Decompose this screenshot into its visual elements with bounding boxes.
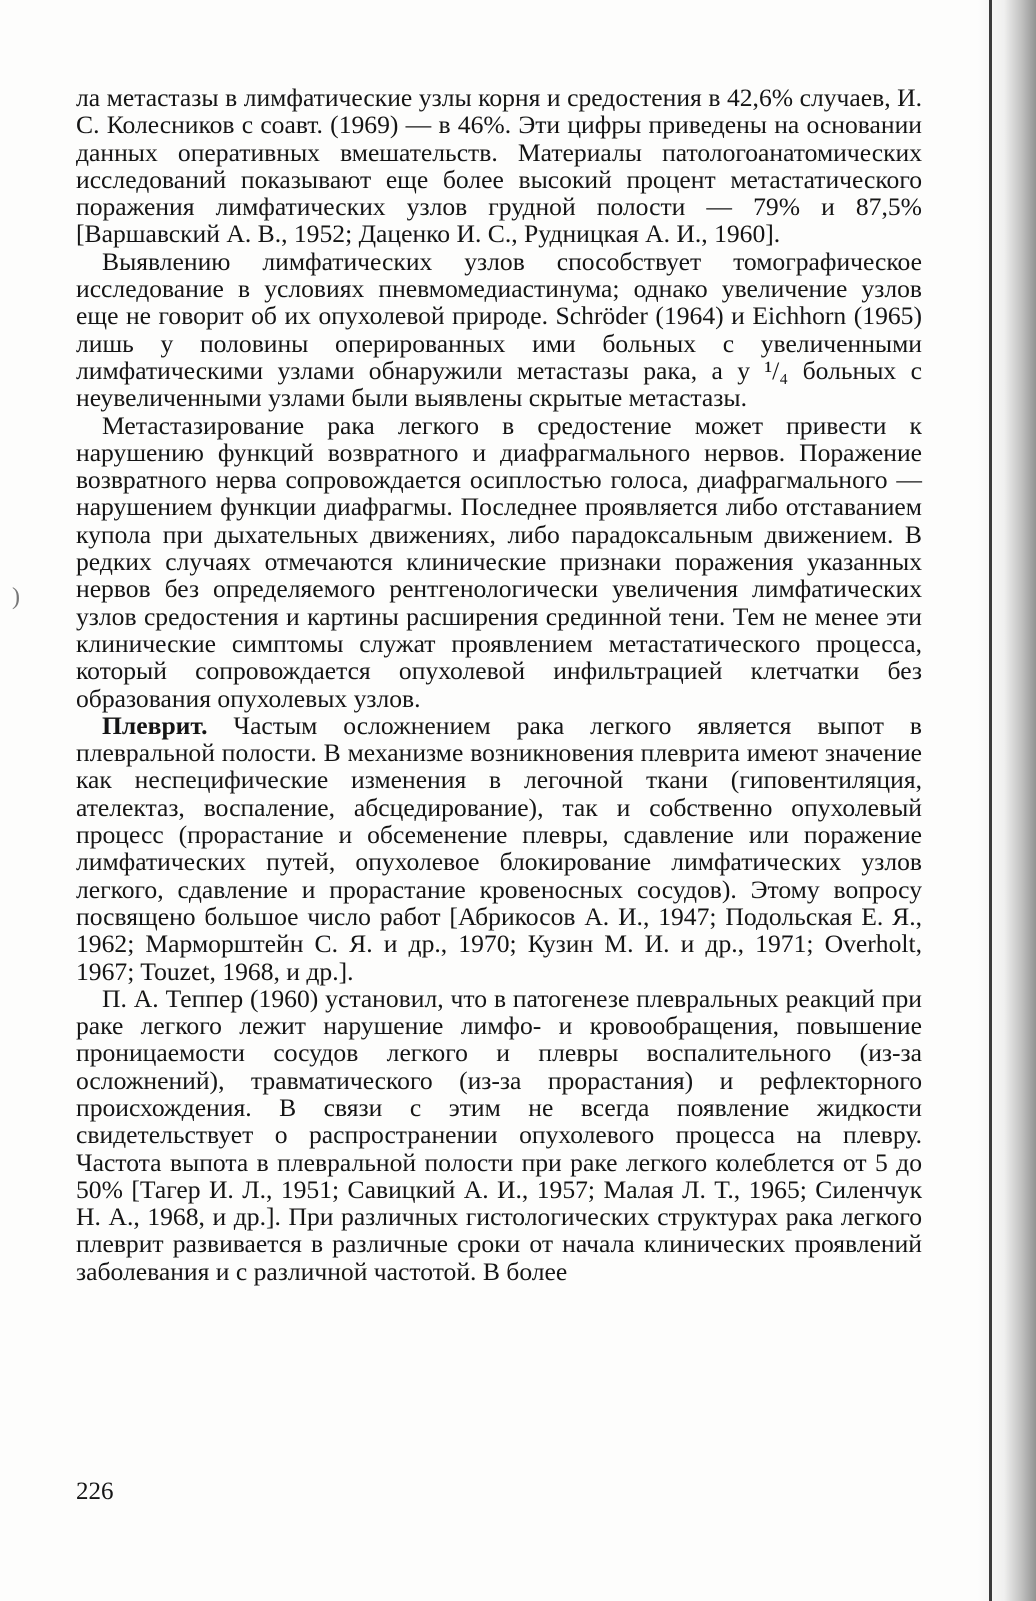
binding-line	[989, 0, 992, 1601]
paragraph-4	[76, 712, 922, 985]
margin-mark: )	[12, 584, 20, 610]
section-run-in-heading: Плеврит.	[102, 710, 208, 740]
paragraph-3: Метастазирование рака легкого в средостение может привести к нарушению функций возвратного и диафрагмального нервов. Поражение возвратного нерва сопровождается осиплостью голоса, диафрагмального — нарушением функции диафрагмы. Последнее проявляется либо отставанием купола при дыхательных движениях, либо парадоксальным движением. В редких случаях отмечаются клинические признаки поражения указанных нервов без определяемого рентгенологически увеличения лимфатических узлов средостения и картины расширения срединной тени. Тем не менее эти клинические симптомы служат проявлением метастатического процесса, который сопровождается опухолевой инфильтрацией клетчатки без образования опухолевых узлов.	[76, 410, 922, 713]
paragraph-2: Выявлению лимфатических узлов способствует томографическое исследование в условиях пневмомедиастинума; однако увеличение узлов еще не говорит об их опухолевой природе. Schröder (1964) и Eichhorn (1965) лишь у половины оперированных ими больных с увеличенными лимфатическими узлами обнаружили метастазы рака, а у ¹/₄ больных с неувеличенными узлами были выявлены скрытые метастазы.	[76, 246, 922, 413]
paragraph-4-text: Частым осложнением рака легкого является выпот в плевральной полости. В механизме возникновения плеврита имеют значение как неспецифические изменения в легочной ткани (гиповентиляция, ателектаз, воспаление, абсцедирование), так и собственно опухолевый процесс (прорастание и обсеменение плевры, сдавление или поражение лимфатических путей, опухолевое блокирование лимфатических узлов легкого, сдавление и прорастание кровеносных сосудов). Этому вопросу посвящено большое число работ [Абрикосов А. И., 1947; Подольская Е. Я., 1962; Марморштейн С. Я. и др., 1970; Кузин М. И. и др., 1971; Overholt, 1967; Touzet, 1968, и др.].	[76, 710, 922, 986]
page-number: 226	[76, 1478, 114, 1505]
body-text	[76, 84, 922, 1285]
binding-shadow	[978, 0, 1036, 1601]
paragraph-5: П. А. Теппер (1960) установил, что в патогенезе плевральных реакций при раке легкого лежит нарушение лимфо- и кровообращения, повышение проницаемости сосудов легкого и плевры воспалительного (из-за осложнений), травматического (из-за прорастания) и рефлекторного происхождения. В связи с этим не всегда появление жидкости свидетельствует о распространении опухолевого процесса на плевру. Частота выпота в плевральной полости при раке легкого колеблется от 5 до 50% [Тагер И. Л., 1951; Савицкий А. И., 1957; Малая Л. Т., 1965; Силенчук Н. А., 1968, и др.]. При различных гистологических структурах рака легкого плеврит развивается в различные сроки от начала клинических проявлений заболевания и с различной частотой. В более	[76, 983, 922, 1286]
paragraph-1: ла метастазы в лимфатические узлы корня и средостения в 42,6% случаев, И. С. Колесников с соавт. (1969) — в 46%. Эти цифры приведены на основании данных оперативных вмешательств. Материалы патологоанатомических исследований показывают еще более высокий процент метастатического поражения лимфатических узлов грудной полости — 79% и 87,5% [Варшавский А. В., 1952; Даценко И. С., Рудницкая А. И., 1960].	[76, 83, 922, 249]
